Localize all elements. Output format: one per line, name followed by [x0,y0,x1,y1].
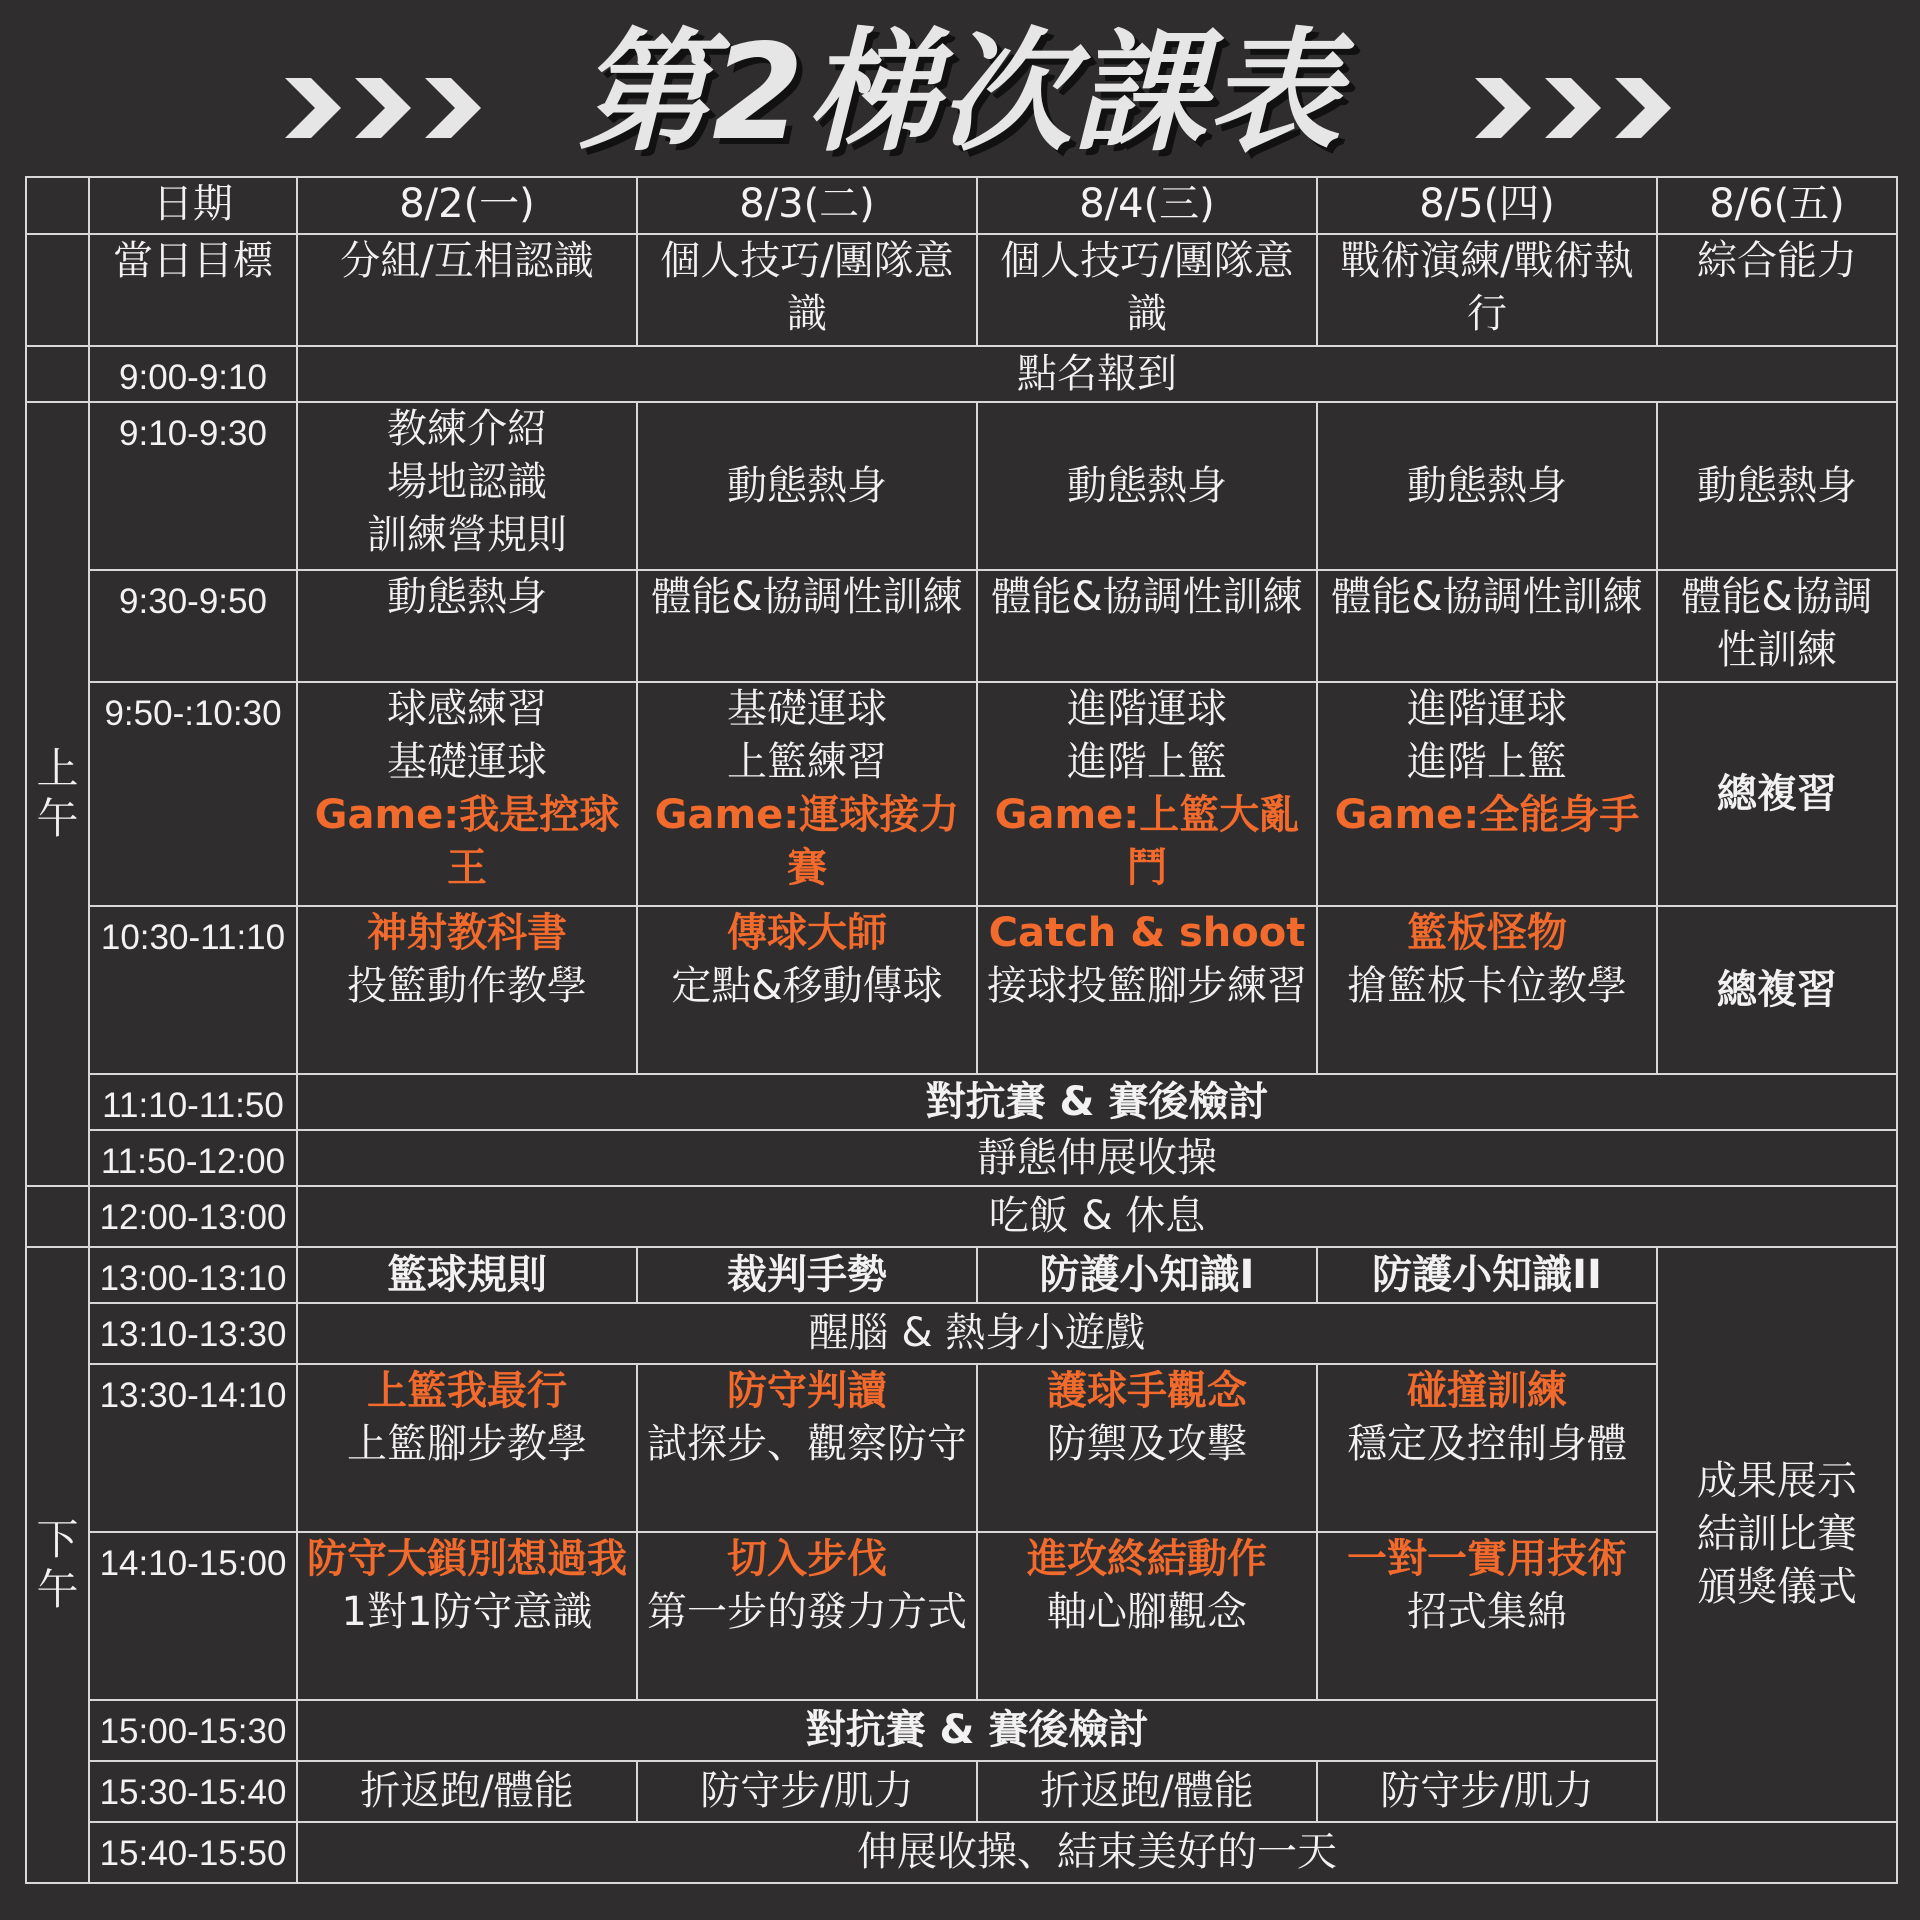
time-cell: 14:10-15:00 [89,1532,297,1700]
activity-cell: 折返跑/體能 [297,1761,637,1822]
activity-line: 進階上籃 [1407,739,1567,785]
activity-cell [637,682,977,906]
time-cell: 9:00-9:10 [89,346,297,402]
table-row [26,346,1897,402]
table-row [26,1761,1897,1822]
lesson-desc: 防禦及攻擊 [1047,1421,1247,1467]
lesson-desc: 投籃動作教學 [347,963,587,1009]
lesson-desc: 接球投籃腳步練習 [987,963,1307,1009]
empty-cell [26,177,89,234]
activity-cell: 動態熱身 [977,402,1317,570]
day-header: 8/6(五) [1657,177,1897,234]
activity-cell: 伸展收操、結束美好的一天 [297,1822,1897,1883]
activity-cell [1317,1532,1657,1700]
empty-cell [26,1186,89,1247]
activity-cell [977,1364,1317,1532]
lesson-title: 傳球大師 [727,910,887,956]
activity-cell: 對抗賽 & 賽後檢討 [297,1074,1897,1130]
goal-cell: 個人技巧/團隊意識 [637,234,977,346]
activity-cell [297,402,637,570]
table-row [26,570,1897,682]
empty-cell [26,234,89,346]
time-cell: 13:00-13:10 [89,1247,297,1303]
day-header: 8/4(三) [977,177,1317,234]
lesson-title: 神射教科書 [367,910,567,956]
period-afternoon [26,1247,89,1883]
table-row [26,1532,1897,1700]
activity-line: 頒獎儀式 [1697,1564,1857,1610]
activity-line: 進階運球 [1067,686,1227,732]
lesson-title: 切入步伐 [727,1536,887,1582]
friday-afternoon-cell [1657,1247,1897,1822]
activity-cell: 裁判手勢 [637,1247,977,1303]
empty-cell [26,346,89,402]
activity-cell: 籃球規則 [297,1247,637,1303]
activity-cell: 動態熱身 [1657,402,1897,570]
activity-cell [977,906,1317,1074]
lesson-desc: 1對1防守意識 [341,1589,593,1635]
time-cell: 11:50-12:00 [89,1130,297,1186]
time-cell: 13:30-14:10 [89,1364,297,1532]
period-label: 下 午 [36,1515,79,1614]
schedule-table [25,176,1898,1884]
lesson-title: 一對一實用技術 [1347,1536,1627,1582]
activity-line: 進階上籃 [1067,739,1227,785]
table-row [26,1303,1897,1364]
game-title: Game:全能身手 [1334,792,1640,838]
table-row [26,1822,1897,1883]
activity-line: 基礎運球 [387,739,547,785]
activity-cell: 醒腦 & 熱身小遊戲 [297,1303,1657,1364]
table-row [26,234,1897,346]
activity-cell [297,682,637,906]
game-title: Game:上籃大亂鬥 [994,792,1300,891]
activity-cell [297,906,637,1074]
lesson-title: 防守大鎖別想過我 [307,1536,627,1582]
lesson-title: 籃板怪物 [1407,910,1567,956]
time-cell: 15:40-15:50 [89,1822,297,1883]
goal-cell: 個人技巧/團隊意識 [977,234,1317,346]
time-cell: 12:00-13:00 [89,1186,297,1247]
game-title: Game:我是控球王 [314,792,620,891]
activity-cell [1317,906,1657,1074]
date-label: 日期 [89,177,297,234]
activity-cell: 動態熱身 [297,570,637,682]
activity-line: 訓練營規則 [367,512,567,558]
lesson-title: 上籃我最行 [367,1368,567,1414]
activity-cell: 折返跑/體能 [977,1761,1317,1822]
goal-label: 當日目標 [89,234,297,346]
time-cell: 15:00-15:30 [89,1700,297,1761]
table-row [26,906,1897,1074]
lesson-title: 防守判讀 [727,1368,887,1414]
activity-cell: 體能&協調性訓練 [1317,570,1657,682]
activity-cell: 總複習 [1657,906,1897,1074]
lesson-desc: 搶籃板卡位教學 [1347,963,1627,1009]
lesson-desc: 定點&移動傳球 [671,963,943,1009]
table-row [26,1364,1897,1532]
lesson-desc: 第一步的發力方式 [647,1589,967,1635]
activity-cell: 總複習 [1657,682,1897,906]
activity-cell [637,1364,977,1532]
activity-cell [297,1364,637,1532]
activity-cell: 靜態伸展收操 [297,1130,1897,1186]
table-row [26,1186,1897,1247]
period-label: 上 午 [36,744,79,843]
lesson-desc: 招式集綿 [1407,1589,1567,1635]
day-header: 8/3(二) [637,177,977,234]
lesson-desc: 軸心腳觀念 [1047,1589,1247,1635]
table-row [26,682,1897,906]
goal-cell: 綜合能力 [1657,234,1897,346]
activity-cell [297,1532,637,1700]
activity-cell: 體能&協調性訓練 [977,570,1317,682]
table-row [26,1700,1897,1761]
activity-cell: 點名報到 [297,346,1897,402]
activity-line: 場地認識 [387,459,547,505]
table-row [26,1130,1897,1186]
day-header: 8/2(一) [297,177,637,234]
activity-line: 結訓比賽 [1697,1511,1857,1557]
activity-line: 教練介紹 [387,406,547,452]
activity-cell: 體能&協調性訓練 [637,570,977,682]
page-title: 第2梯次課表 [578,16,1342,170]
goal-cell: 分組/互相認識 [297,234,637,346]
time-cell: 9:50-:10:30 [89,682,297,906]
activity-cell: 對抗賽 & 賽後檢討 [297,1700,1657,1761]
game-title: Game:運球接力賽 [654,792,960,891]
activity-cell [977,682,1317,906]
lesson-title: 護球手觀念 [1047,1368,1247,1414]
activity-cell: 動態熱身 [637,402,977,570]
time-cell: 10:30-11:10 [89,906,297,1074]
activity-cell [637,1532,977,1700]
activity-line: 上籃練習 [727,739,887,785]
activity-line: 進階運球 [1407,686,1567,732]
activity-cell: 吃飯 & 休息 [297,1186,1897,1247]
goal-cell: 戰術演練/戰術執行 [1317,234,1657,346]
table-row [26,1247,1897,1303]
lesson-desc: 上籃腳步教學 [347,1421,587,1467]
table-row [26,402,1897,570]
page-header [0,0,1920,176]
activity-cell: 防護小知識I [977,1247,1317,1303]
activity-cell [637,906,977,1074]
time-cell: 9:10-9:30 [89,402,297,570]
lesson-desc: 穩定及控制身體 [1347,1421,1627,1467]
activity-cell [977,1532,1317,1700]
time-cell: 11:10-11:50 [89,1074,297,1130]
activity-line: 成果展示 [1697,1458,1857,1504]
time-cell: 15:30-15:40 [89,1761,297,1822]
activity-cell: 防護小知識II [1317,1247,1657,1303]
lesson-title: Catch & shoot [988,910,1306,956]
period-morning [26,402,89,1186]
lesson-title: 碰撞訓練 [1407,1368,1567,1414]
activity-line: 基礎運球 [727,686,887,732]
table-row [26,1074,1897,1130]
activity-cell: 體能&協調性訓練 [1657,570,1897,682]
table-row [26,177,1897,234]
activity-cell [1317,1364,1657,1532]
activity-cell: 防守步/肌力 [637,1761,977,1822]
time-cell: 9:30-9:50 [89,570,297,682]
day-header: 8/5(四) [1317,177,1657,234]
lesson-desc: 試探步、觀察防守 [647,1421,967,1467]
chevron-right-icon [1475,78,1685,138]
activity-cell [1317,682,1657,906]
lesson-title: 進攻終結動作 [1027,1536,1267,1582]
activity-line: 球感練習 [387,686,547,732]
activity-cell: 防守步/肌力 [1317,1761,1657,1822]
time-cell: 13:10-13:30 [89,1303,297,1364]
activity-cell: 動態熱身 [1317,402,1657,570]
